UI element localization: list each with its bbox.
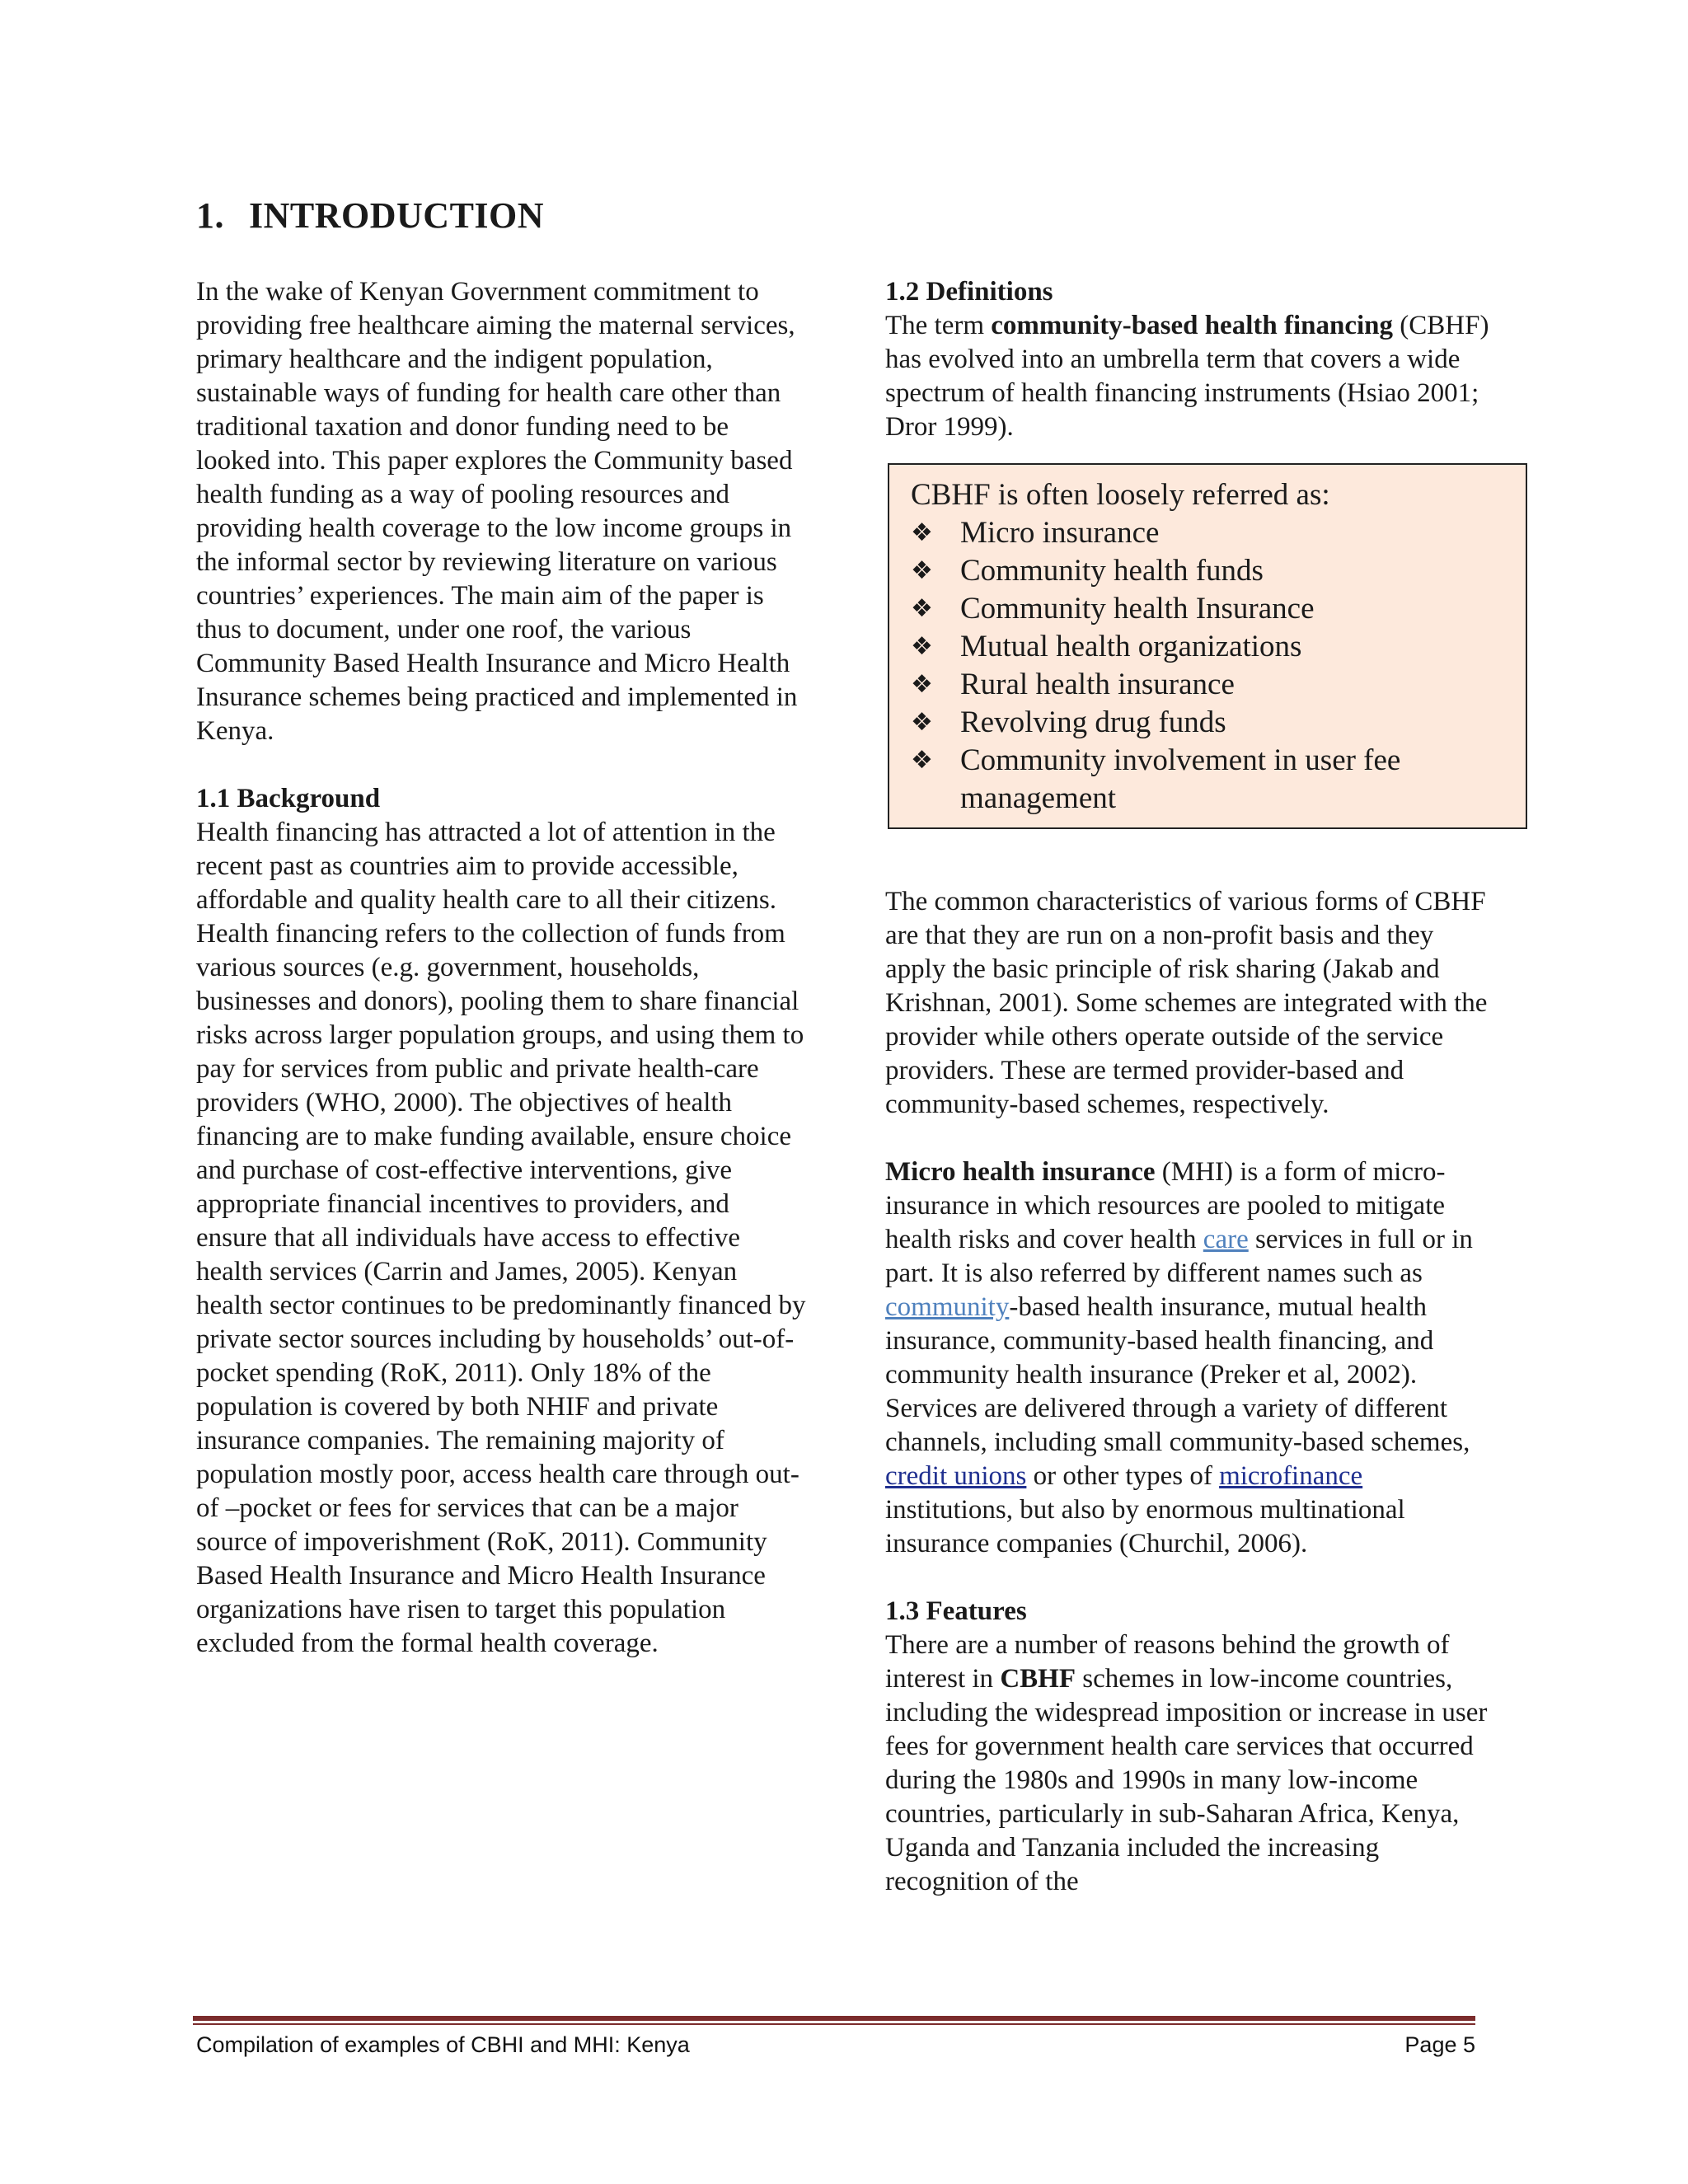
right-column-lower — [885, 885, 1495, 1899]
list-item: ❖ Micro insurance — [911, 514, 1503, 552]
mhi-term: Micro health insurance — [885, 1157, 1156, 1187]
community-link[interactable]: community — [885, 1292, 1010, 1322]
intro-paragraph: In the wake of Kenyan Government commitment to providing free healthcare aiming the maternal services, primary healthcare and the indigent population, sustainable ways of funding for health care other than traditional taxation and donor funding need to be looked into. This paper explores the Community based health funding as a way of pooling resources and providing health coverage to the low income groups in the informal sector by reviewing literature on various countries’ experiences. The main aim of the paper is thus to document, under one roof, the various Community Based Health Insurance and Micro Health Insurance schemes being practiced and implemented in Kenya. — [196, 277, 798, 746]
diamond-bullet-icon: ❖ — [911, 746, 933, 775]
section-title: INTRODUCTION — [249, 195, 545, 236]
care-link[interactable]: care — [1203, 1225, 1249, 1254]
features-term: CBHF — [1000, 1664, 1076, 1694]
cbhf-box-title: CBHF is often loosely referred as: — [911, 478, 1330, 512]
definitions-paragraph: The term community-based health financing (CBHF) has evolved into an umbrella term that covers a wide spectrum of health financing instruments (Hsiao 2001; Dror 1999). — [885, 311, 1489, 442]
footer-rule — [193, 2016, 1475, 2021]
diamond-bullet-icon: ❖ — [911, 556, 933, 585]
list-item: ❖ Revolving drug funds — [911, 704, 1503, 742]
list-item: ❖ Community health funds — [911, 552, 1503, 590]
definitions-term: community-based health financing — [991, 311, 1393, 340]
background-heading: 1.1 Background — [196, 784, 381, 813]
characteristics-paragraph: The common characteristics of various forms of CBHF are that they are run on a non-profit basis and they apply the basic principle of risk sharing (Jakab and Krishnan, 2001). Some schemes are integrated with the provider while others operate outside of the service providers. These are termed provider-based and community-based schemes, respectively. — [885, 887, 1488, 1119]
list-item: ❖ Rural health insurance — [911, 666, 1503, 704]
diamond-bullet-icon: ❖ — [911, 708, 933, 737]
microfinance-link[interactable]: microfinance — [1219, 1461, 1363, 1491]
list-item: ❖ Community health Insurance — [911, 590, 1503, 628]
diamond-bullet-icon: ❖ — [911, 518, 933, 547]
cbhf-terms-list — [911, 514, 1503, 818]
footer-title: Compilation of examples of CBHI and MHI: Kenya — [196, 2032, 690, 2057]
features-paragraph: There are a number of reasons behind the growth of interest in CBHF schemes in low-income countries, including the widespread imposition or increase in user fees for government health care services that occurred during the 1980s and 1990s in many low-income countries, particularly in sub-Saharan Africa, Kenya, Uganda and Tanzania included the increasing recognition of the — [885, 1630, 1488, 1896]
section-heading — [196, 194, 544, 237]
features-heading: 1.3 Features — [885, 1596, 1027, 1626]
footer-rule-thin — [193, 2023, 1475, 2025]
mhi-paragraph: Micro health insurance (MHI) is a form of micro-insurance in which resources are pooled to mitigate health risks and cover health care services in full or in part. It is also referred by different names such as community-based health insurance, mutual health insurance, community-based health financing, and community health insurance (Preker et al, 2002). Services are delivered through a variety of different channels, including small community-based schemes, credit unions or other types of microfinance institutions, but also by enormous multinational insurance companies (Churchil, 2006). — [885, 1157, 1473, 1558]
left-column — [196, 275, 806, 1661]
diamond-bullet-icon: ❖ — [911, 632, 933, 661]
list-item: ❖ Community involvement in user fee management — [911, 742, 1503, 818]
section-number: 1. — [196, 195, 224, 236]
background-paragraph: Health financing has attracted a lot of attention in the recent past as countries aim to provide accessible, affordable and quality health care to all their citizens. Health financing refers to the collection of funds from various sources (e.g. government, households, businesses and donors), pooling them to share financial risks across larger population groups, and using them to pay for services from public and private health-care providers (WHO, 2000). The objectives of health financing are to make funding available, ensure choice and purchase of cost-effective interventions, give appropriate financial incentives to providers, and ensure that all individuals have access to effective health services (Carrin and James, 2005). Kenyan health sector continues to be predominantly financed by private sector sources including by households’ out-of-pocket spending (RoK, 2011). Only 18% of the population is covered by both NHIF and private insurance companies. The remaining majority of population mostly poor, access health care through out-of –pocket or fees for services that can be a major source of impoverishment (RoK, 2011). Community Based Health Insurance and Micro Health Insurance organizations have risen to target this population excluded from the formal health coverage. — [196, 818, 806, 1658]
diamond-bullet-icon: ❖ — [911, 594, 933, 623]
diamond-bullet-icon: ❖ — [911, 670, 933, 699]
definitions-heading: 1.2 Definitions — [885, 277, 1053, 307]
cbhf-terms-box — [888, 463, 1527, 829]
right-column — [885, 275, 1495, 444]
credit-unions-link[interactable]: credit unions — [885, 1461, 1027, 1491]
list-item: ❖ Mutual health organizations — [911, 628, 1503, 666]
page-number: Page 5 — [1404, 2032, 1475, 2057]
